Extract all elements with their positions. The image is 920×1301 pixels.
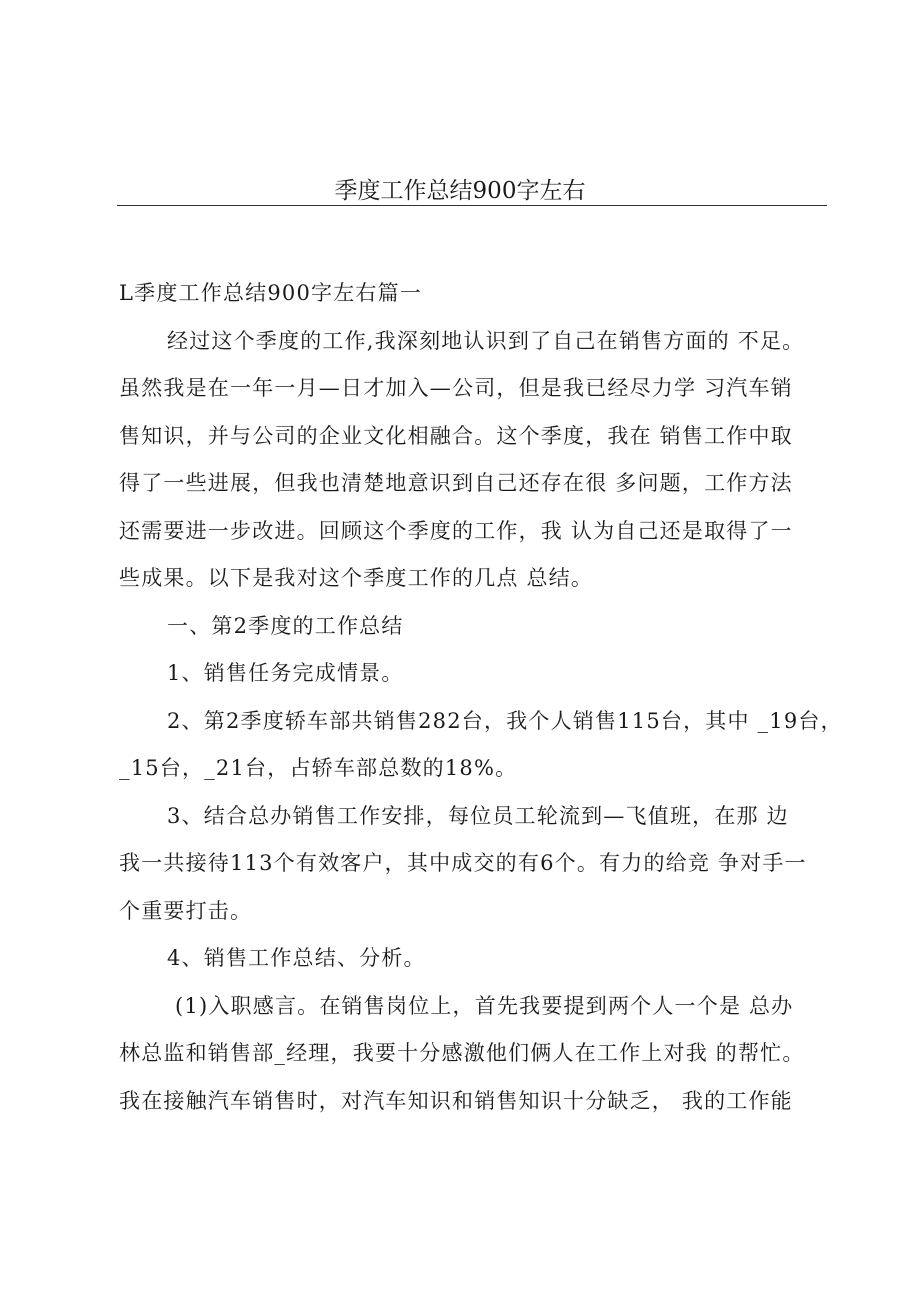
paragraph-line: 我一共接待113个有效客户，其中成交的有6个。有力的给竞 争对手一 bbox=[119, 851, 807, 875]
document-body bbox=[119, 270, 843, 1125]
list-item: 3、结合总办销售工作安排，每位员工轮流到—飞值班，在那 边 bbox=[167, 803, 789, 828]
list-item: 4、销售工作总结、分析。 bbox=[167, 946, 426, 970]
list-item: 2、第2季度轿车部共销售282台，我个人销售115台，其中 _19台， bbox=[167, 708, 843, 733]
paragraph-line: 些成果。以下是我对这个季度工作的几点 总结。 bbox=[119, 566, 594, 590]
section-heading: L季度工作总结900字左右篇一 bbox=[119, 281, 423, 305]
paragraph-line: 个重要打击。 bbox=[119, 898, 253, 923]
document-title: 季度工作总结900字左右 bbox=[334, 178, 586, 204]
paragraph-line: 经过这个季度的工作,我深刻地认识到了自己在销售方面的 不足。 bbox=[167, 328, 805, 353]
paragraph-line: 还需要进一步改进。回顾这个季度的工作，我 认为自己还是取得了一 bbox=[119, 518, 793, 543]
paragraph-line: 我在接触汽车销售时，对汽车知识和销售知识十分缺乏， 我的工作能 bbox=[119, 1088, 793, 1113]
title-underline bbox=[117, 205, 827, 206]
list-item: 1、销售任务完成情景。 bbox=[167, 661, 404, 685]
paragraph-line: 虽然我是在一年一月—日才加入—公司，但是我已经尽力学 习汽车销 bbox=[119, 376, 793, 400]
paragraph-line: 得了一些进展，但我也清楚地意识到自己还存在很 多问题，工作方法 bbox=[119, 471, 793, 495]
paragraph-line: 林总监和销售部_经理，我要十分感激他们俩人在工作上对我 的帮忙。 bbox=[119, 1041, 805, 1065]
list-item: (1)入职感言。在销售岗位上，首先我要提到两个人一个是 总办 bbox=[175, 993, 794, 1018]
paragraph-line: _15台，_21台，占轿车部总数的18%。 bbox=[119, 756, 518, 780]
subsection-heading: 一、第2季度的工作总结 bbox=[167, 613, 404, 638]
paragraph-line: 售知识，并与公司的企业文化相融合。这个季度，我在 销售工作中取 bbox=[119, 423, 793, 448]
